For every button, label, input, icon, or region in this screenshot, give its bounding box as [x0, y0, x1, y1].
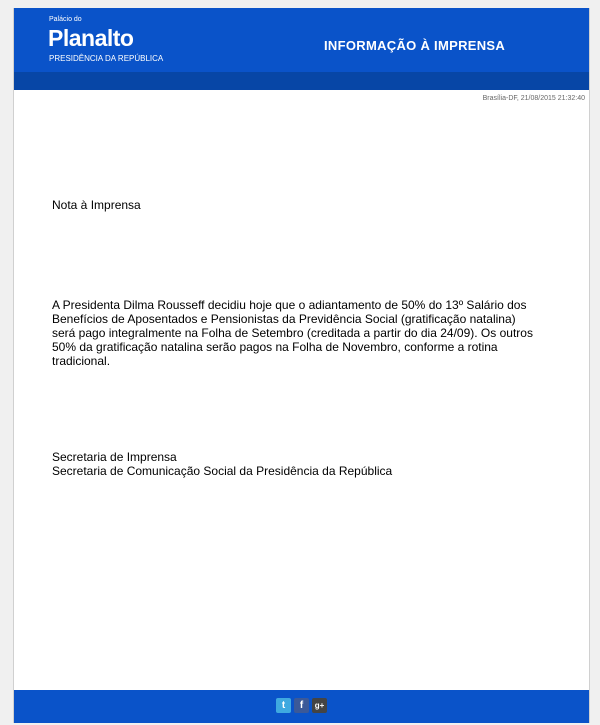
note-title: Nota à Imprensa	[52, 198, 141, 212]
twitter-icon[interactable]: t	[276, 698, 291, 713]
google-plus-icon[interactable]: g+	[312, 698, 327, 713]
signature	[52, 450, 542, 478]
signature-line-1: Secretaria de Imprensa	[52, 450, 177, 464]
footer	[14, 690, 589, 723]
social-links	[276, 698, 327, 713]
brand-top-text: Palácio do	[49, 16, 82, 23]
page-title: INFORMAÇÃO À IMPRENSA	[324, 38, 506, 53]
facebook-icon[interactable]: f	[294, 698, 309, 713]
signature-line-2: Secretaria de Comunicação Social da Presidência da República	[52, 464, 393, 478]
email-frame	[13, 8, 590, 723]
note-body: A Presidenta Dilma Rousseff decidiu hoje que o adiantamento de 50% do 13º Salário dos Benefícios de Aposentados e Pensionistas da Previdência Social (gratificação natalina) será pago integralmente na Folha de Setembro (creditada a partir do dia 24/09). Os outros 50% da gratificação natalina serão pagos na Folha de Novembro, conforme a rotina tradicional.	[52, 298, 533, 368]
header-subbar	[14, 72, 589, 90]
brand-logo[interactable]: Planalto	[48, 25, 134, 51]
brand-subtitle: PRESIDÊNCIA DA REPÚBLICA	[49, 54, 164, 63]
header	[14, 8, 589, 72]
timestamp: Brasília-DF, 21/08/2015 21:32:40	[482, 95, 585, 102]
